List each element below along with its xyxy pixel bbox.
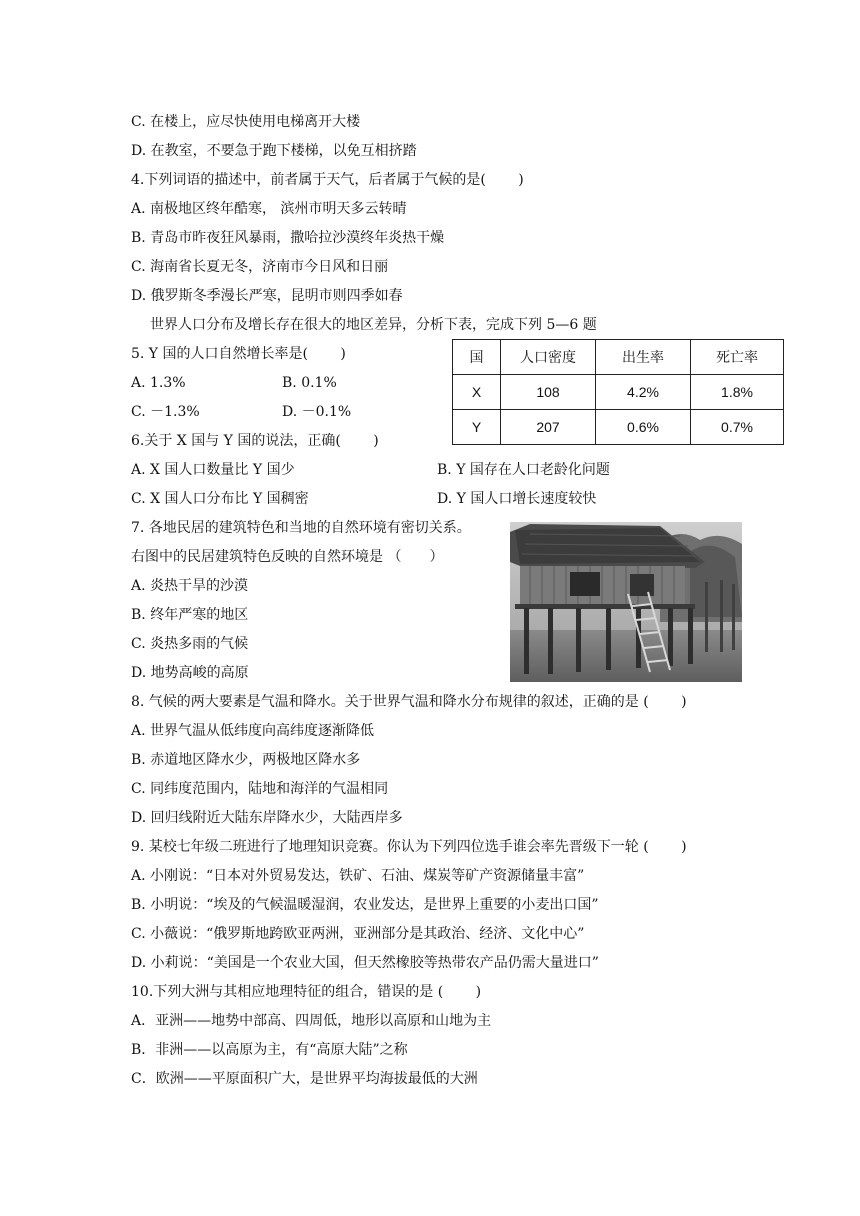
population-table (452, 339, 784, 445)
table-cell: 0.6% (596, 410, 691, 445)
q5-option-d: D. －0.1% (282, 404, 352, 420)
q10-stem: 10.下列大洲与其相应地理特征的组合，错误的是 ( ) (131, 984, 482, 1000)
q7-stem-line2: 右图中的民居建筑特色反映的自然环境是 （ ） (131, 549, 444, 565)
q6-stem: 6.关于 X 国与 Y 国的说法，正确( ) (131, 433, 379, 449)
q6-option-a: A. X 国人口数量比 Y 国少 (131, 462, 295, 478)
q9-option-d: D. 小莉说：“美国是一个农业大国，但天然橡胶等热带农产品仍需大量进口” (131, 955, 599, 971)
q10-option-c: C．欧洲——平原面积广大，是世界平均海拔最低的大洲 (131, 1071, 478, 1087)
q9-option-a: A. 小刚说：“日本对外贸易发达，铁矿、石油、煤炭等矿产资源储量丰富” (131, 868, 585, 884)
q9-option-b: B. 小明说：“埃及的气候温暖湿润，农业发达，是世界上重要的小麦出口国” (131, 897, 599, 913)
intro-5-6: 世界人口分布及增长存在很大的地区差异，分析下表，完成下列 5—6 题 (150, 317, 597, 333)
q7-stem-line1: 7. 各地民居的建筑特色和当地的自然环境有密切关系。 (131, 520, 471, 536)
q10-option-b: B．非洲——以高原为主，有“高原大陆”之称 (131, 1042, 408, 1058)
q7-option-d: D. 地势高峻的高原 (131, 665, 249, 681)
table-header-cell: 国 (453, 340, 501, 375)
q8-option-c: C. 同纬度范围内，陆地和海洋的气温相同 (131, 781, 389, 797)
q10-option-a: A．亚洲——地势中部高、四周低，地形以高原和山地为主 (131, 1013, 492, 1029)
table-cell: 1.8% (691, 375, 784, 410)
table-row (453, 375, 784, 410)
table-header-cell: 出生率 (596, 340, 691, 375)
table-cell: X (453, 375, 501, 410)
q4-option-b: B. 青岛市昨夜狂风暴雨，撒哈拉沙漠终年炎热干燥 (131, 230, 445, 246)
table-cell: Y (453, 410, 501, 445)
q8-option-a: A. 世界气温从低纬度向高纬度逐渐降低 (131, 723, 375, 739)
q8-option-b: B. 赤道地区降水少，两极地区降水多 (131, 752, 361, 768)
table-cell: 108 (501, 375, 596, 410)
q7-option-a: A. 炎热干旱的沙漠 (131, 578, 249, 594)
q5-option-c: C. －1.3% (131, 404, 200, 420)
q5-stem: 5. Y 国的人口自然增长率是( ) (131, 346, 346, 362)
table-row (453, 410, 784, 445)
stilt-house-photo (510, 522, 742, 682)
table-cell: 207 (501, 410, 596, 445)
q3-option-d: D. 在教室，不要急于跑下楼梯，以免互相挤踏 (131, 143, 417, 159)
q8-option-d: D. 回归线附近大陆东岸降水少，大陆西岸多 (131, 810, 403, 826)
q9-option-c: C. 小薇说：“俄罗斯地跨欧亚两洲，亚洲部分是其政治、经济、文化中心” (131, 926, 585, 942)
table-cell: 4.2% (596, 375, 691, 410)
table-header-cell: 人口密度 (501, 340, 596, 375)
q8-stem: 8. 气候的两大要素是气温和降水。关于世界气温和降水分布规律的叙述，正确的是 ( ) (131, 694, 687, 710)
q6-option-c: C. X 国人口分布比 Y 国稠密 (131, 491, 309, 507)
q3-option-c: C. 在楼上，应尽快使用电梯离开大楼 (131, 114, 361, 130)
q4-option-c: C. 海南省长夏无冬，济南市今日风和日丽 (131, 259, 389, 275)
q5-option-b: B. 0.1% (282, 375, 337, 391)
table-header-row (453, 340, 784, 375)
q4-option-d: D. 俄罗斯冬季漫长严寒，昆明市则四季如春 (131, 288, 403, 304)
q6-option-b: B. Y 国存在人口老龄化问题 (437, 462, 610, 478)
q7-option-c: C. 炎热多雨的气候 (131, 636, 249, 652)
q4-option-a: A. 南极地区终年酷寒， 滨州市明天多云转晴 (131, 201, 407, 217)
table-cell: 0.7% (691, 410, 784, 445)
q9-stem: 9. 某校七年级二班进行了地理知识竞赛。你认为下列四位选手谁会率先晋级下一轮 ( ) (131, 839, 687, 855)
q7-option-b: B. 终年严寒的地区 (131, 607, 249, 623)
q6-option-d: D. Y 国人口增长速度较快 (437, 491, 597, 507)
table-header-cell: 死亡率 (691, 340, 784, 375)
q5-option-a: A. 1.3% (131, 375, 186, 391)
q4-stem: 4.下列词语的描述中，前者属于天气，后者属于气候的是( ) (131, 172, 524, 188)
